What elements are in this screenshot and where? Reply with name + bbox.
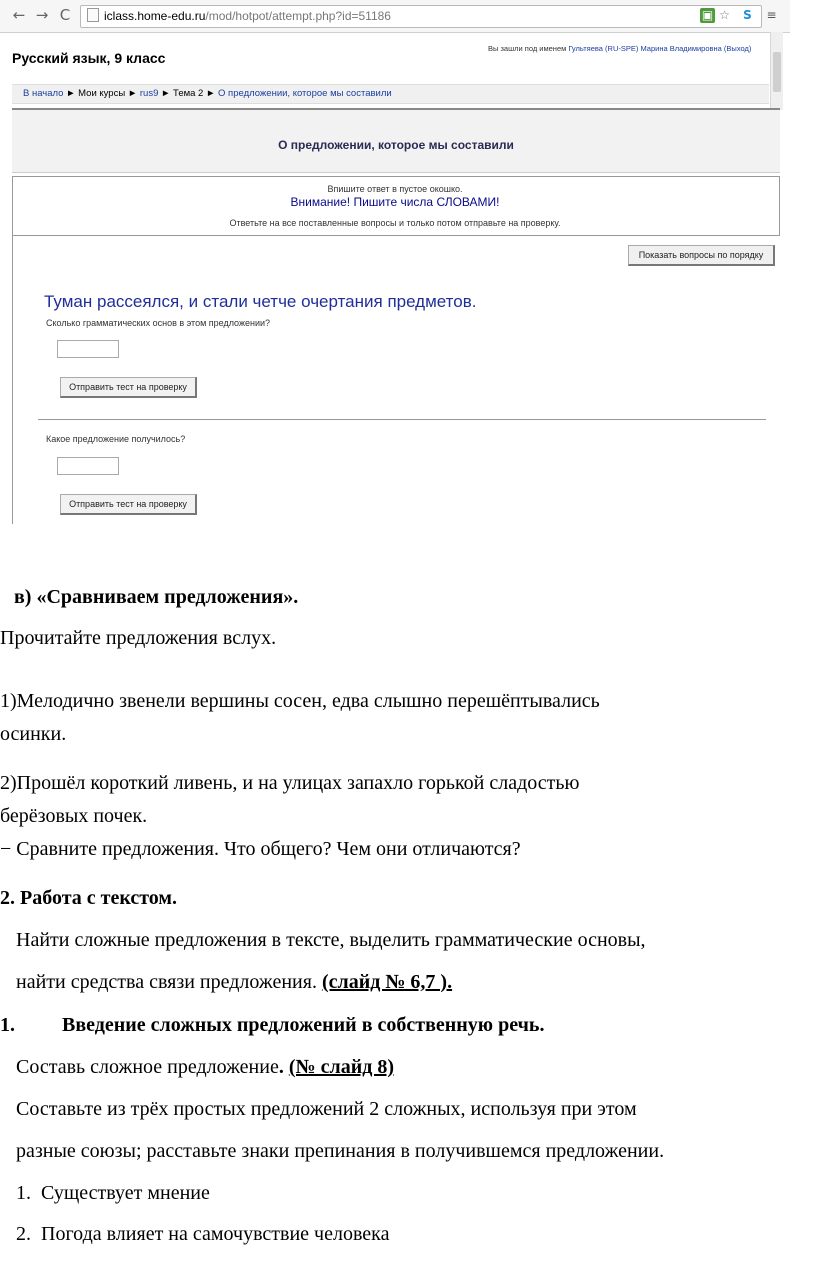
- breadcrumb-sep: ►: [161, 88, 171, 99]
- task-line-2-text: найти средства связи предложения.: [16, 971, 317, 993]
- breadcrumb-course[interactable]: rus9: [139, 88, 159, 99]
- compose-line: [16, 1056, 394, 1079]
- breadcrumb-current[interactable]: О предложении, которое мы составили: [218, 88, 392, 99]
- quiz-sentence: Туман рассеялся, и стали четче очертания предметов.: [44, 292, 477, 311]
- star-icon[interactable]: ☆: [719, 8, 730, 22]
- heading-3-number: 1.: [0, 1014, 15, 1036]
- course-title: Русский язык, 9 класс: [12, 50, 166, 66]
- question-area-border: [12, 234, 13, 524]
- list-item-2-text: Погода влияет на самочувствие человека: [41, 1223, 390, 1245]
- back-arrow-icon[interactable]: ←: [12, 6, 26, 24]
- show-questions-button[interactable]: Показать вопросы по порядку: [628, 245, 775, 266]
- breadcrumb: [12, 84, 769, 104]
- question-1: Сколько грамматических основ в этом предложении?: [46, 318, 271, 328]
- answer-1-input[interactable]: [57, 340, 119, 358]
- task-line-1: Найти сложные предложения в тексте, выделить грамматические основы,: [16, 929, 646, 951]
- slide-reference-8: (№ слайд 8): [288, 1056, 394, 1078]
- sentence-2-line-2: берёзовых почек.: [0, 805, 148, 827]
- breadcrumb-home[interactable]: В начало: [23, 88, 64, 99]
- instruction-3: Ответьте на все поставленные вопросы и только потом отправьте на проверку.: [229, 218, 561, 228]
- breadcrumb-my-courses[interactable]: Мои курсы: [78, 88, 126, 99]
- breadcrumb-sep: ►: [127, 88, 138, 99]
- instruction-line-1: Составьте из трёх простых предложений 2 сложных, используя при этом: [16, 1098, 637, 1120]
- instruction-warning: Внимание! Пишите числа СЛОВАМИ!: [290, 195, 500, 209]
- compose-dot: .: [278, 1056, 284, 1078]
- address-bar[interactable]: [80, 5, 762, 28]
- question-2: Какое предложение получилось?: [46, 434, 186, 444]
- breadcrumb-sep: ►: [66, 88, 76, 99]
- breadcrumb-topic[interactable]: Тема 2: [173, 88, 204, 99]
- submit-button-2[interactable]: Отправить тест на проверку: [60, 494, 197, 515]
- list-item-1: 1. Существует мнение: [16, 1182, 210, 1204]
- url-host: iclass.home-edu.ru: [104, 9, 206, 23]
- scrollbar[interactable]: [770, 32, 783, 110]
- slide-reference-6-7: (слайд № 6,7 ).: [321, 971, 453, 993]
- task-line-2: [16, 971, 452, 994]
- list-item-1-text: Существует мнение: [41, 1182, 210, 1204]
- compose-text: Составь сложное предложение: [16, 1056, 279, 1078]
- menu-icon[interactable]: ≡: [766, 8, 777, 22]
- login-user-link[interactable]: Гультяева (RU-SPE) Марина Владимировна: [568, 44, 722, 53]
- section-v-heading: в) «Сравниваем предложения».: [14, 586, 299, 608]
- instruction-1: Впишите ответ в пустое окошко.: [327, 184, 463, 194]
- list-item-2: 2. Погода влияет на самочувствие человека: [16, 1223, 390, 1245]
- skype-icon[interactable]: S: [743, 8, 752, 22]
- heading-own-speech: Введение сложных предложений в собственную речь.: [62, 1014, 545, 1036]
- heading-work-with-text: 2. Работа с текстом.: [0, 887, 178, 909]
- page-icon: [87, 8, 99, 22]
- answer-2-input[interactable]: [57, 457, 119, 475]
- scrollbar-thumb[interactable]: [773, 52, 781, 92]
- forward-arrow-icon[interactable]: →: [35, 6, 49, 24]
- login-prefix: Вы зашли под именем: [488, 44, 567, 53]
- read-aloud: Прочитайте предложения вслух.: [0, 627, 277, 649]
- sentence-1-line-1: 1)Мелодично звенели вершины сосен, едва слышно перешёптывались: [0, 690, 600, 712]
- login-info: [488, 44, 751, 53]
- url-path: /mod/hotpot/attempt.php?id=51186: [205, 9, 391, 23]
- submit-button-1[interactable]: Отправить тест на проверку: [60, 377, 197, 398]
- extension-icon[interactable]: ▣: [701, 8, 714, 22]
- question-divider: [38, 419, 766, 420]
- breadcrumb-sep: ►: [205, 88, 216, 99]
- sentence-1-line-2: осинки.: [0, 723, 67, 745]
- logout-link[interactable]: (Выход): [723, 44, 752, 53]
- compare-question: − Сравните предложения. Что общего? Чем они отличаются?: [0, 838, 521, 860]
- quiz-title: О предложении, которое мы составили: [278, 138, 514, 152]
- sentence-2-line-1: 2)Прошёл короткий ливень, и на улицах запахло горькой сладостью: [0, 772, 580, 794]
- instruction-line-2: разные союзы; расставьте знаки препинания в получившемся предложении.: [16, 1140, 665, 1162]
- reload-icon[interactable]: C: [59, 6, 71, 24]
